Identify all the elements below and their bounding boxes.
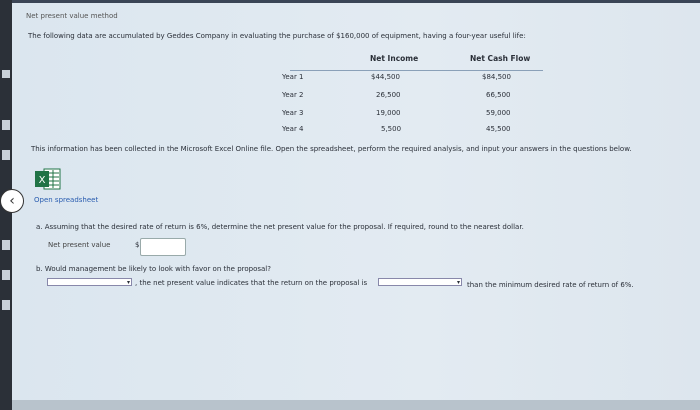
row-cash: 45,500 [486,125,511,133]
info-text: This information has been collected in the Microsoft Excel Online file. Open the spreadsheet, perform the required analysis, and input your answers in the questions below. [31,145,632,153]
header-rule [290,70,543,71]
comparison-dropdown[interactable]: ▾ [378,278,462,286]
row-income: 26,500 [376,91,401,99]
back-chevron-button[interactable]: ‹ [0,189,24,213]
row-year: Year 2 [282,91,304,99]
row-income: 19,000 [376,109,401,117]
question-b-mid: , the net present value indicates that the return on the proposal is [135,279,368,287]
row-year: Year 4 [282,125,304,133]
header-net-income: Net Income [370,54,419,63]
excel-icon[interactable] [34,167,62,191]
row-income: $44,500 [371,73,400,81]
svg-text:X: X [38,175,46,186]
currency-symbol: $ [135,241,140,249]
bottom-bar [12,400,700,410]
row-cash: $84,500 [482,73,511,81]
row-cash: 66,500 [486,91,511,99]
question-a: a. Assuming that the desired rate of return is 6%, determine the net present value for the proposal. If required, round to the nearest dollar. [36,223,524,231]
npv-label: Net present value [48,241,111,249]
question-b: b. Would management be likely to look with favor on the proposal? [36,265,271,273]
question-b-end: than the minimum desired rate of return of 6%. [467,281,634,289]
favor-dropdown[interactable]: ▾ [47,278,132,286]
open-spreadsheet-link[interactable]: Open spreadsheet [34,196,99,204]
page-title: Net present value method [26,12,118,20]
row-year: Year 3 [282,109,304,117]
header-net-cash-flow: Net Cash Flow [470,54,531,63]
intro-text: The following data are accumulated by Geddes Company in evaluating the purchase of $160,000 of equipment, having a four-year useful life: [28,32,526,40]
row-year: Year 1 [282,73,304,81]
question-page [12,3,700,402]
npv-input[interactable] [140,238,186,256]
row-cash: 59,000 [486,109,511,117]
row-income: 5,500 [381,125,402,133]
